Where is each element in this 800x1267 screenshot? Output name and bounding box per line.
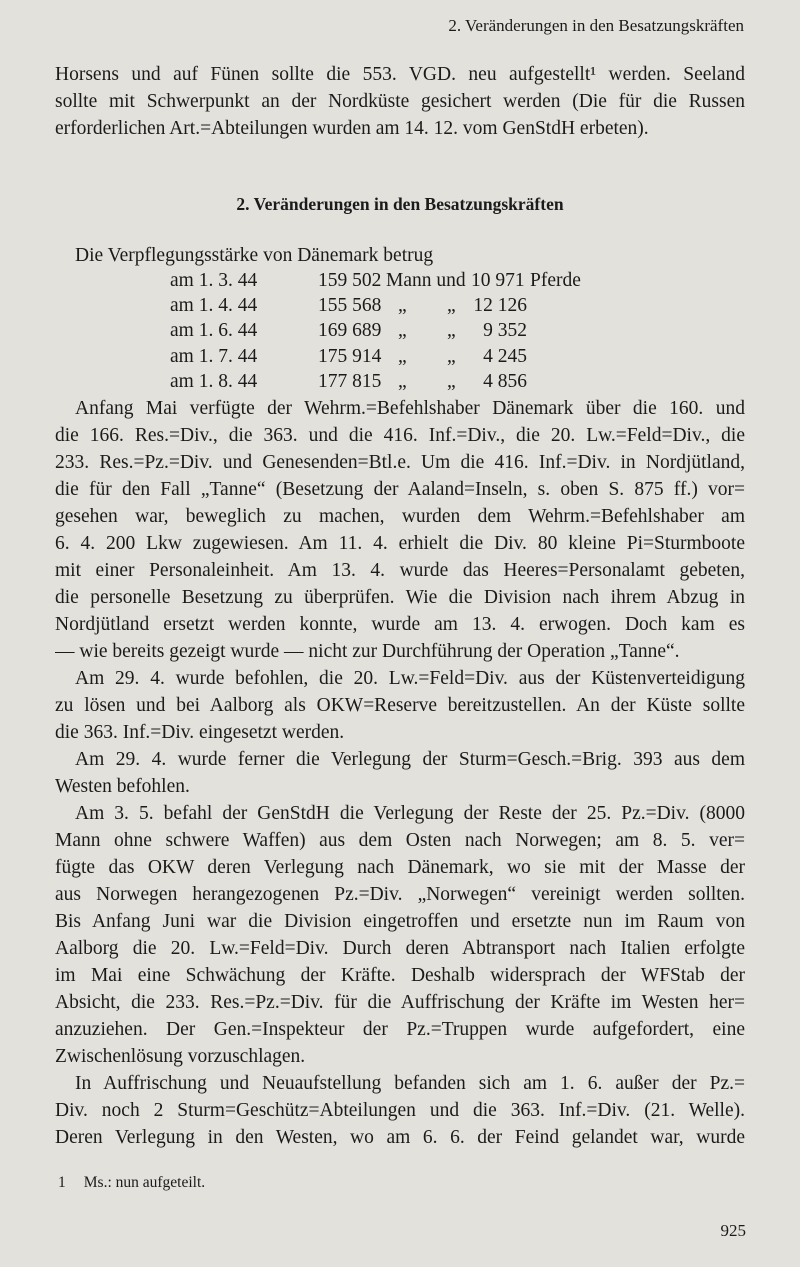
text-line: Am 29. 4. wurde befohlen, die 20. Lw.=Feld=Div. aus der Küstenverteidigung [75,668,745,689]
date-cell: am 1. 8. 44 [170,370,258,392]
date-cell: am 1. 4. 44 [170,295,258,317]
text-line: Westen befohlen. [55,776,190,797]
running-head: 2. Veränderungen in den Besatzungskräften [448,16,744,35]
text-line: Am 3. 5. befahl der GenStdH die Verlegung der Reste der 25. Pz.=Div. (8000 [75,803,745,824]
text-line: fügte das OKW deren Verlegung nach Dänemark, wo sie mit der Masse der [55,857,745,878]
text-line: — wie bereits gezeigt wurde — nicht zur Durchführung der Operation „Tanne“. [55,641,680,662]
horses-cell: 9 352 [483,320,527,342]
ditto-mark: „ [398,370,407,392]
footnote-number: 1 [58,1174,66,1191]
text-line: Deren Verlegung in den Westen, wo am 6. 6. der Feind gelandet war, wurde [55,1127,745,1148]
ditto-mark: „ [447,295,456,317]
paragraph [55,800,745,1070]
text-line: Nordjütland ersetzt werden konnte, wurde am 13. 4. erwogen. Doch kam es [55,614,745,635]
text-line: gesehen war, beweglich zu machen, wurden dem Wehrm.=Befehlshaber am [55,506,745,527]
ditto-mark: „ [447,320,456,342]
ditto-mark: „ [398,345,407,367]
ditto-mark: „ [447,370,456,392]
paragraph [55,665,745,746]
page-number: 925 [720,1221,746,1240]
horses-cell: 4 245 [483,345,527,367]
men-cell: 175 914 [318,345,382,367]
date-cell: am 1. 3. 44 [170,270,258,291]
ditto-mark: „ [447,345,456,367]
table-intro-block [55,242,745,269]
text-line: Div. noch 2 Sturm=Geschütz=Abteilungen und die 363. Inf.=Div. (21. Welle). [55,1100,745,1121]
text-line: die 166. Res.=Div., die 363. und die 416. Inf.=Div., die 20. Lw.=Feld=Div., die [55,425,745,446]
men-cell: 159 502 [318,270,382,291]
text-line: anzuziehen. Der Gen.=Inspekteur der Pz.=Truppen wurde aufgefordert, eine [55,1019,745,1040]
horses-cell: 4 856 [483,370,527,392]
text-line: die 363. Inf.=Div. eingesetzt werden. [55,722,345,743]
text-line: mit einer Personaleinheit. Am 13. 4. wurde das Heeres=Personalamt gebeten, [55,560,745,581]
text-line: zu lösen und bei Aalborg als OKW=Reserve bereitzustellen. An der Küste sollte [55,695,745,716]
table-intro: Die Verpflegungsstärke von Dänemark betrug [75,245,434,266]
text-line: 6. 4. 200 Lkw zugewiesen. Am 11. 4. erhielt die Div. 80 kleine Pi=Sturmboote [55,533,745,554]
text-line: die für den Fall „Tanne“ (Besetzung der Aaland=Inseln, s. oben S. 875 ff.) vor= [55,479,745,500]
text-line: Absicht, die 233. Res.=Pz.=Div. für die Auffrischung der Kräfte im Westen her= [55,992,745,1013]
horse-unit-cell: Pferde [530,270,581,291]
text-line: Am 29. 4. wurde ferner die Verlegung der Sturm=Gesch.=Brig. 393 aus dem [75,749,745,770]
text-line: Mann ohne schwere Waffen) aus dem Osten nach Norwegen; am 8. 5. ver= [55,830,745,851]
section-heading: 2. Veränderungen in den Besatzungskräften [236,194,564,214]
paragraph [55,395,745,665]
text-line: In Auffrischung und Neuaufstellung befanden sich am 1. 6. außer der Pz.= [75,1073,745,1094]
men-cell: 155 568 [318,295,382,317]
text-line: aus Norwegen herangezogenen Pz.=Div. „Norwegen“ vereinigt werden sollten. [55,884,745,905]
horses-cell: 12 126 [473,295,527,317]
ditto-mark: „ [398,295,407,317]
text-line: die personelle Besetzung zu überprüfen. Wie die Division nach ihrem Abzug in [55,587,745,608]
ditto-mark: „ [398,320,407,342]
paragraph [55,1070,745,1151]
text-line: erforderlichen Art.=Abteilungen wurden am 14. 12. vom GenStdH erbeten). [55,118,649,139]
date-cell: am 1. 7. 44 [170,345,258,367]
text-line: Bis Anfang Juni war die Division eingetroffen und ersetzte nun im Raum von [55,911,745,932]
text-line: im Mai eine Schwächung der Kräfte. Deshalb widersprach der WFStab der [55,965,745,986]
text-line: 233. Res.=Pz.=Div. und Genesenden=Btl.e. Um die 416. Inf.=Div. in Nordjütland, [55,452,745,473]
text-line: Horsens und auf Fünen sollte die 553. VGD. neu aufgestellt¹ werden. Seeland [55,64,745,85]
text-line: Anfang Mai verfügte der Wehrm.=Befehlshaber Dänemark über die 160. und [75,398,745,419]
horses-cell: 10 971 [471,270,525,291]
men-cell: 177 815 [318,370,382,392]
date-cell: am 1. 6. 44 [170,320,258,342]
unit-cell: Mann und [386,270,466,291]
men-cell: 169 689 [318,320,382,342]
text-line: Zwischenlösung vorzuschlagen. [55,1046,306,1067]
text-line: sollte mit Schwerpunkt an der Nordküste gesichert werden (Die für die Russen [55,91,745,112]
body-text [55,395,745,1151]
text-line: Aalborg die 20. Lw.=Feld=Div. Durch deren Abtransport nach Italien erfolgte [55,938,745,959]
paragraph [55,746,745,800]
footnote-text: Ms.: nun aufgeteilt. [83,1174,206,1191]
footnote [58,1174,205,1192]
paragraph-continuation [55,61,745,142]
